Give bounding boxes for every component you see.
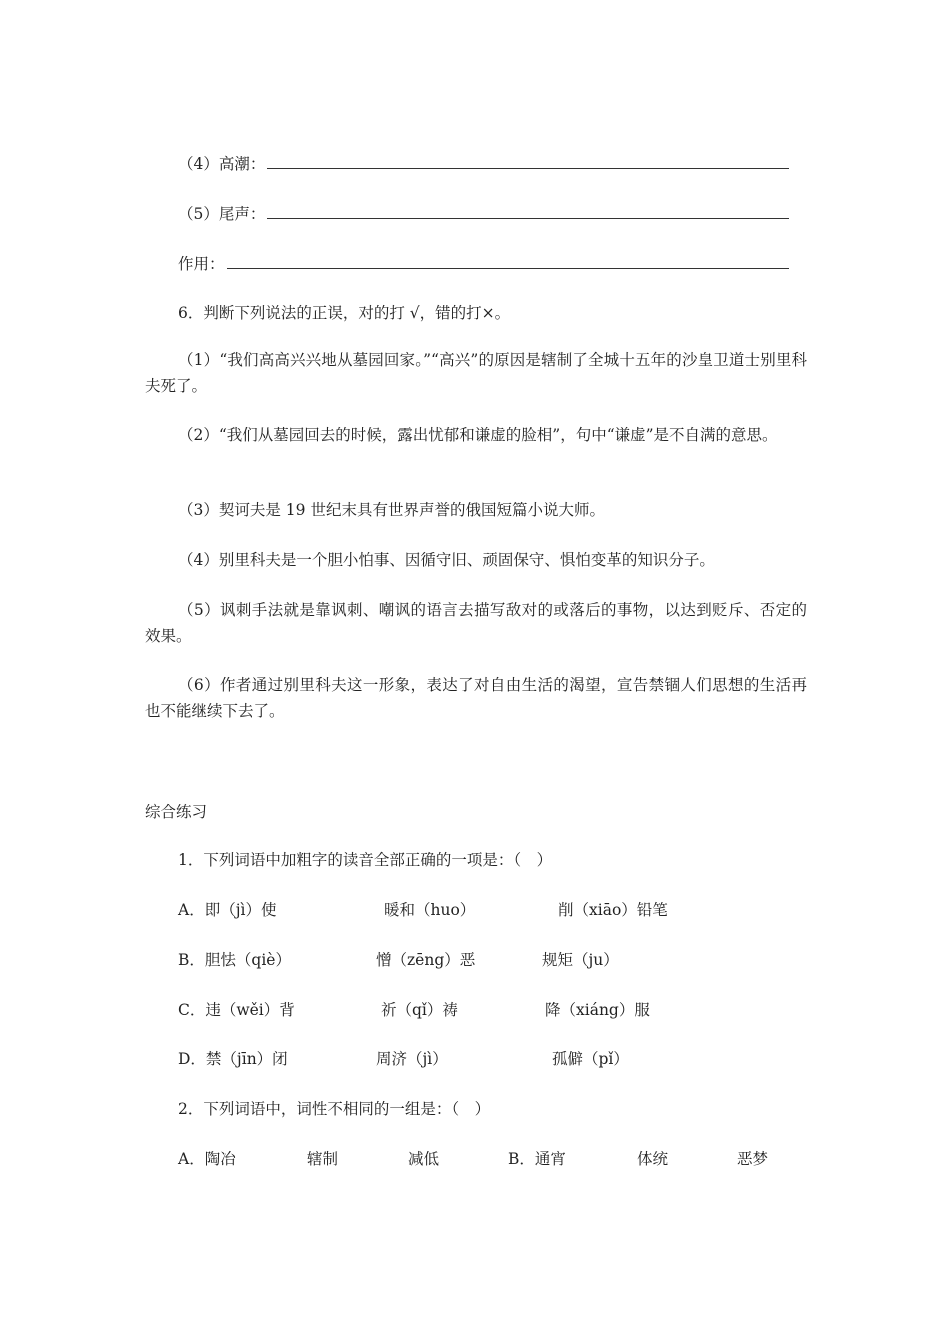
q1-option-a-1: A．即（jì）使: [178, 901, 277, 919]
fill-item-climax: [178, 152, 789, 174]
q6-item-2: （2）“我们从墓园回去的时候，露出忧郁和谦虚的脸相”，句中“谦虚”是不自满的意思。: [178, 426, 778, 444]
answer-blank[interactable]: [267, 204, 789, 219]
q1-option-d-3: 孤僻（pǐ）: [552, 1050, 629, 1068]
q2-option-a-3: 减低: [408, 1150, 440, 1168]
q6-title: 6．判断下列说法的正误，对的打 √，错的打×。: [178, 304, 511, 322]
fill-item-label: （5）尾声：: [178, 205, 266, 223]
q1-option-c-3: 降（xiáng）服: [545, 1001, 650, 1019]
fill-item-ending: [178, 202, 789, 224]
q6-item-3: （3）契诃夫是 19 世纪末具有世界声誉的俄国短篇小说大师。: [178, 501, 605, 519]
q1-option-c-2: 祈（qǐ）祷: [381, 1001, 458, 1019]
q1-option-d-1: D．禁（jīn）闭: [178, 1050, 288, 1068]
q1-title: 1．下列词语中加粗字的读音全部正确的一项是：（ ）: [178, 851, 553, 869]
q1-option-d-2: 周济（jì）: [376, 1050, 448, 1068]
q2-option-a-2: 辖制: [307, 1150, 339, 1168]
q2-option-b-1: B．通宵: [508, 1150, 566, 1168]
q6-item-6: （6）作者通过别里科夫这一形象，表达了对自由生活的渴望，宣告禁锢人们思想的生活再也不能继续下去了。: [145, 676, 807, 720]
q2-option-b-3: 恶梦: [737, 1150, 769, 1168]
q1-option-b-3: 规矩（ju）: [542, 951, 619, 969]
fill-item-label: 作用：: [178, 255, 225, 273]
q1-option-a-3: 削（xiāo）铅笔: [558, 901, 668, 919]
fill-item-function: [178, 252, 789, 274]
answer-blank[interactable]: [267, 154, 789, 169]
q2-option-b-2: 体统: [637, 1150, 669, 1168]
q2-title: 2．下列词语中，词性不相同的一组是：（ ）: [178, 1100, 491, 1118]
section-title: 综合练习: [145, 803, 208, 821]
q6-item-4: （4）别里科夫是一个胆小怕事、因循守旧、顽固保守、惧怕变革的知识分子。: [178, 551, 715, 569]
q1-option-c-1: C．违（wěi）背: [178, 1001, 295, 1019]
answer-blank[interactable]: [227, 254, 789, 269]
q1-option-a-2: 暖和（huo）: [384, 901, 476, 919]
fill-item-label: （4）高潮：: [178, 155, 266, 173]
q2-option-a-1: A．陶冶: [178, 1150, 236, 1168]
q1-option-b-2: 憎（zēng）恶: [376, 951, 476, 969]
q6-item-5: （5）讽刺手法就是靠讽刺、嘲讽的语言去描写敌对的或落后的事物，以达到贬斥、否定的效果。: [145, 601, 807, 645]
q6-item-1: （1）“我们高高兴兴地从墓园回家。”“高兴”的原因是辖制了全城十五年的沙皇卫道士别里科夫死了。: [145, 351, 807, 395]
q1-option-b-1: B．胆怯（qiè）: [178, 951, 291, 969]
